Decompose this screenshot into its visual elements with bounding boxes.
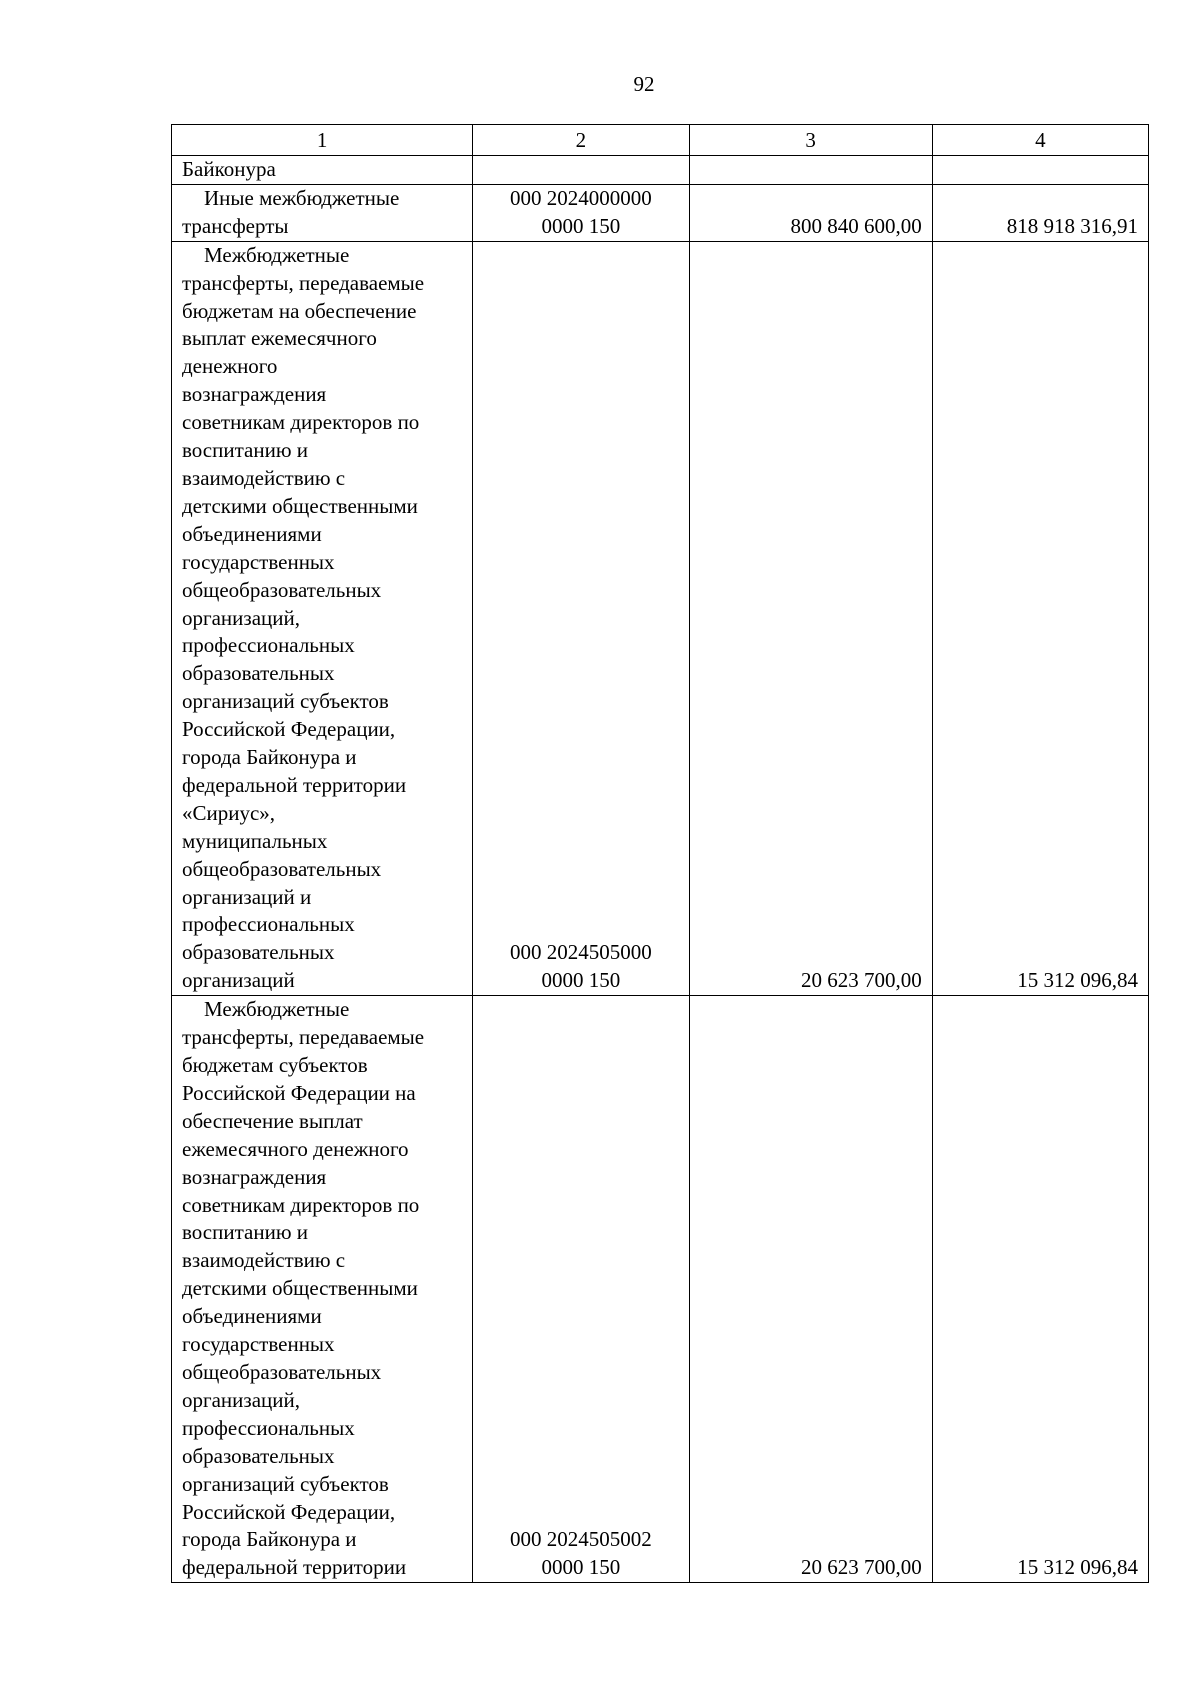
row-name-line: вознаграждения: [182, 382, 327, 407]
budget-table: [171, 124, 1149, 1583]
row-name-line: организаций субъектов: [182, 689, 389, 714]
row-code-cell: [473, 996, 689, 1583]
row-name-line: Межбюджетные: [204, 997, 350, 1022]
row-value-col3: 20 623 700,00: [689, 996, 932, 1583]
table-row: [172, 996, 1149, 1583]
row-name-cell: [172, 156, 473, 185]
row-value-col3: 800 840 600,00: [689, 184, 932, 241]
row-name-line: трансферты, передаваемые: [182, 1025, 425, 1050]
row-name-line: советникам директоров по: [182, 410, 420, 435]
row-name-line: воспитанию и: [182, 438, 308, 463]
row-name-line: объединениями: [182, 521, 322, 546]
row-name-line: муниципальных: [182, 828, 328, 853]
row-code-cell: [473, 241, 689, 995]
row-code-line: 000 2024000000: [510, 185, 652, 210]
row-value-col4: [932, 156, 1148, 185]
row-code-line: 000 2024505000: [510, 940, 652, 965]
row-name-line: ежемесячного денежного: [182, 1136, 409, 1161]
row-value-col3: 20 623 700,00: [689, 241, 932, 995]
row-name-line: воспитанию и: [182, 1220, 308, 1245]
column-header-1: 1: [172, 125, 473, 156]
row-name-line: выплат ежемесячного: [182, 326, 377, 351]
row-name-line: образовательных: [182, 661, 335, 686]
row-name-line: трансферты: [182, 213, 289, 238]
row-name-line: города Байконура и: [182, 1527, 357, 1552]
row-code-cell: [473, 156, 689, 185]
row-name-line: организаций,: [182, 1387, 300, 1412]
table-header-row: [172, 125, 1149, 156]
row-value-col3: [689, 156, 932, 185]
row-name-line: обеспечение выплат: [182, 1108, 363, 1133]
row-name-cell: [172, 184, 473, 241]
row-name-line: денежного: [182, 354, 278, 379]
row-value-col4: 818 918 316,91: [932, 184, 1148, 241]
row-name-line: бюджетам субъектов: [182, 1053, 368, 1077]
row-name-line: Российской Федерации,: [182, 717, 396, 742]
row-code-line: 0000 150: [541, 1555, 621, 1580]
row-name-line: профессиональных: [182, 633, 355, 658]
row-name-line: образовательных: [182, 940, 335, 965]
row-name-line: федеральной территории: [182, 772, 407, 797]
row-code-line: 000 2024505002: [510, 1527, 652, 1552]
row-name-line: государственных: [182, 1332, 335, 1357]
row-name-line: «Сириус»,: [182, 800, 276, 825]
row-name-line: взаимодействию с: [182, 1248, 346, 1273]
row-name-line: трансферты, передаваемые: [182, 270, 425, 295]
row-name-line: общеобразовательных: [182, 1359, 382, 1384]
row-name-line: детскими общественными: [182, 493, 418, 518]
column-header-2: 2: [473, 125, 689, 156]
row-name-line: Российской Федерации,: [182, 1499, 396, 1524]
row-name-line: образовательных: [182, 1443, 335, 1468]
row-name-line: советникам директоров по: [182, 1192, 420, 1217]
row-name-line: профессиональных: [182, 1415, 355, 1440]
row-name-line: организаций и: [182, 884, 312, 909]
row-name-line: общеобразовательных: [182, 856, 382, 881]
row-name-line: Иные межбюджетные: [204, 185, 400, 210]
row-name-line: взаимодействию с: [182, 465, 346, 490]
row-name-line: государственных: [182, 549, 335, 574]
row-name-line: объединениями: [182, 1304, 322, 1329]
row-name-line: города Байконура и: [182, 745, 357, 770]
column-header-3: 3: [689, 125, 932, 156]
page-number: 92: [633, 72, 655, 96]
row-code-line: 0000 150: [541, 213, 621, 238]
row-name-line: профессиональных: [182, 912, 355, 937]
row-name-line: организаций,: [182, 605, 300, 630]
row-code-line: 0000 150: [541, 968, 621, 993]
row-name-cell: [172, 996, 473, 1583]
row-name-line: организаций субъектов: [182, 1471, 389, 1496]
row-name-line: бюджетам на обеспечение: [182, 298, 417, 323]
row-value-col4: 15 312 096,84: [932, 241, 1148, 995]
table-row: [172, 241, 1149, 995]
table-row: [172, 184, 1149, 241]
row-name-line: вознаграждения: [182, 1164, 327, 1189]
table-row: [172, 156, 1149, 185]
column-header-4: 4: [932, 125, 1148, 156]
row-name-line: организаций: [182, 968, 295, 993]
row-name-line: Межбюджетные: [204, 242, 350, 267]
row-name-line: общеобразовательных: [182, 577, 382, 602]
row-value-col4: 15 312 096,84: [932, 996, 1148, 1583]
row-name-line: Байконура: [182, 157, 276, 181]
row-name-line: детскими общественными: [182, 1276, 418, 1301]
row-name-line: федеральной территории: [182, 1555, 407, 1580]
row-code-cell: [473, 184, 689, 241]
row-name-line: Российской Федерации на: [182, 1080, 416, 1105]
row-name-cell: [172, 241, 473, 995]
